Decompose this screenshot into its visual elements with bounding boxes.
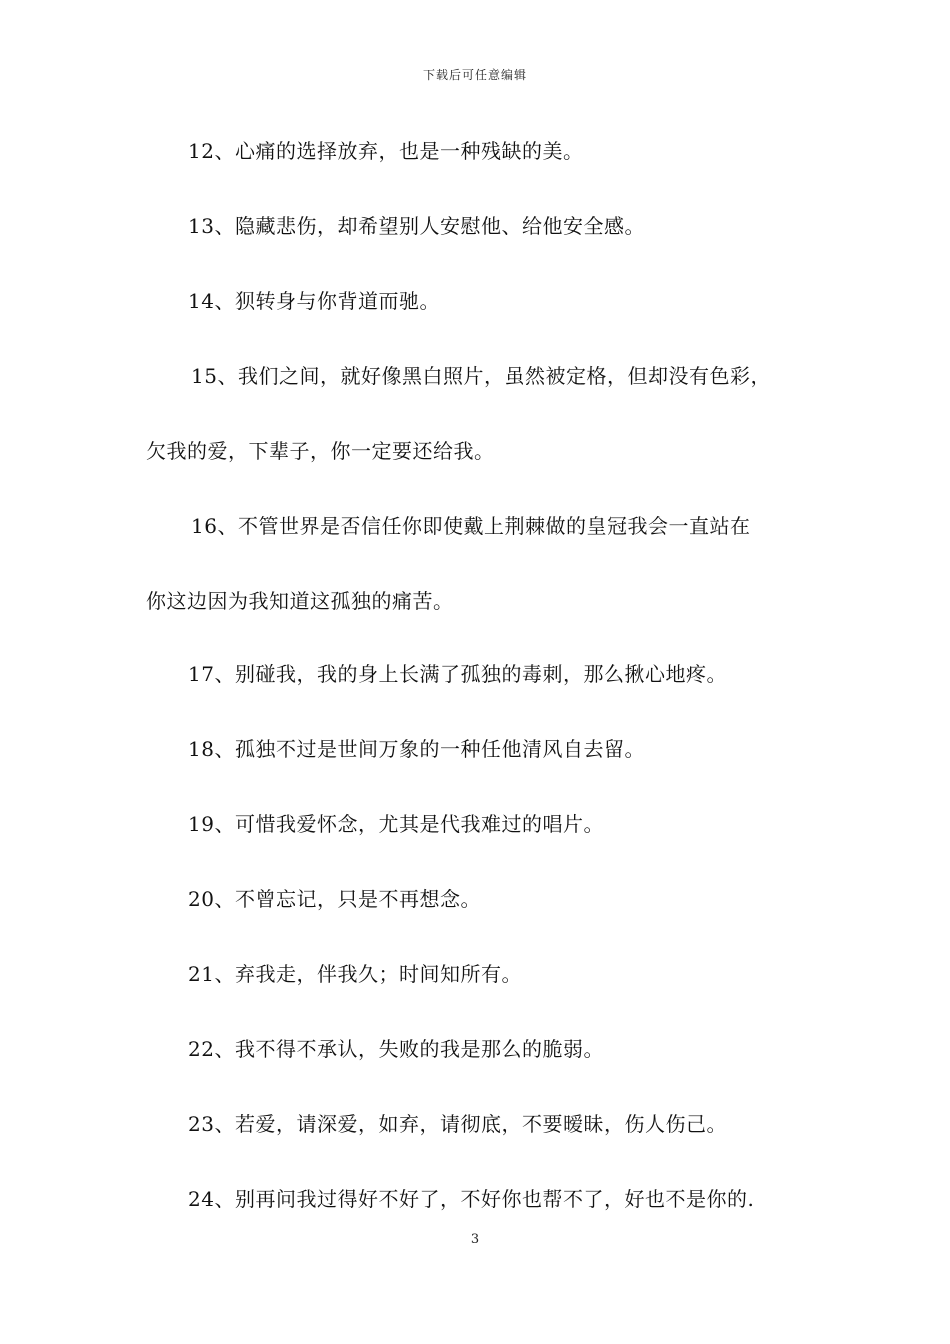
text-line-15a: 15、我们之间，就好像黑白照片，虽然被定格，但却没有色彩， xyxy=(191,364,771,388)
text-line-23: 23、若爱，请深爱，如弃，请彻底，不要暧昧，伤人伤己。 xyxy=(188,1112,727,1136)
text-line-20: 20、不曾忘记，只是不再想念。 xyxy=(188,887,481,911)
text-line-15b: 欠我的爱，下辈子，你一定要还给我。 xyxy=(146,439,495,463)
text-line-14: 14、狈转身与你背道而驰。 xyxy=(188,289,440,313)
text-line-16a: 16、不管世界是否信任你即使戴上荆棘做的皇冠我会一直站在 xyxy=(191,514,751,538)
page-number: 3 xyxy=(470,1232,480,1247)
text-line-21: 21、弃我走，伴我久；时间知所有。 xyxy=(188,962,522,986)
text-line-13: 13、隐藏悲伤，却希望别人安慰他、给他安全感。 xyxy=(188,214,645,238)
text-line-24: 24、别再问我过得好不好了，不好你也帮不了，好也不是你的. xyxy=(188,1187,755,1211)
text-line-19: 19、可惜我爱怀念，尤其是代我难过的唱片。 xyxy=(188,812,604,836)
text-line-12: 12、心痛的选择放弃，也是一种残缺的美。 xyxy=(188,139,584,163)
text-line-22: 22、我不得不承认，失败的我是那么的脆弱。 xyxy=(188,1037,604,1061)
text-line-16b: 你这边因为我知道这孤独的痛苦。 xyxy=(146,589,454,613)
page-header: 下载后可任意编辑 xyxy=(422,68,527,82)
text-line-18: 18、孤独不过是世间万象的一种任他清风自去留。 xyxy=(188,737,645,761)
text-line-17: 17、别碰我，我的身上长满了孤独的毒刺，那么揪心地疼。 xyxy=(188,662,727,686)
